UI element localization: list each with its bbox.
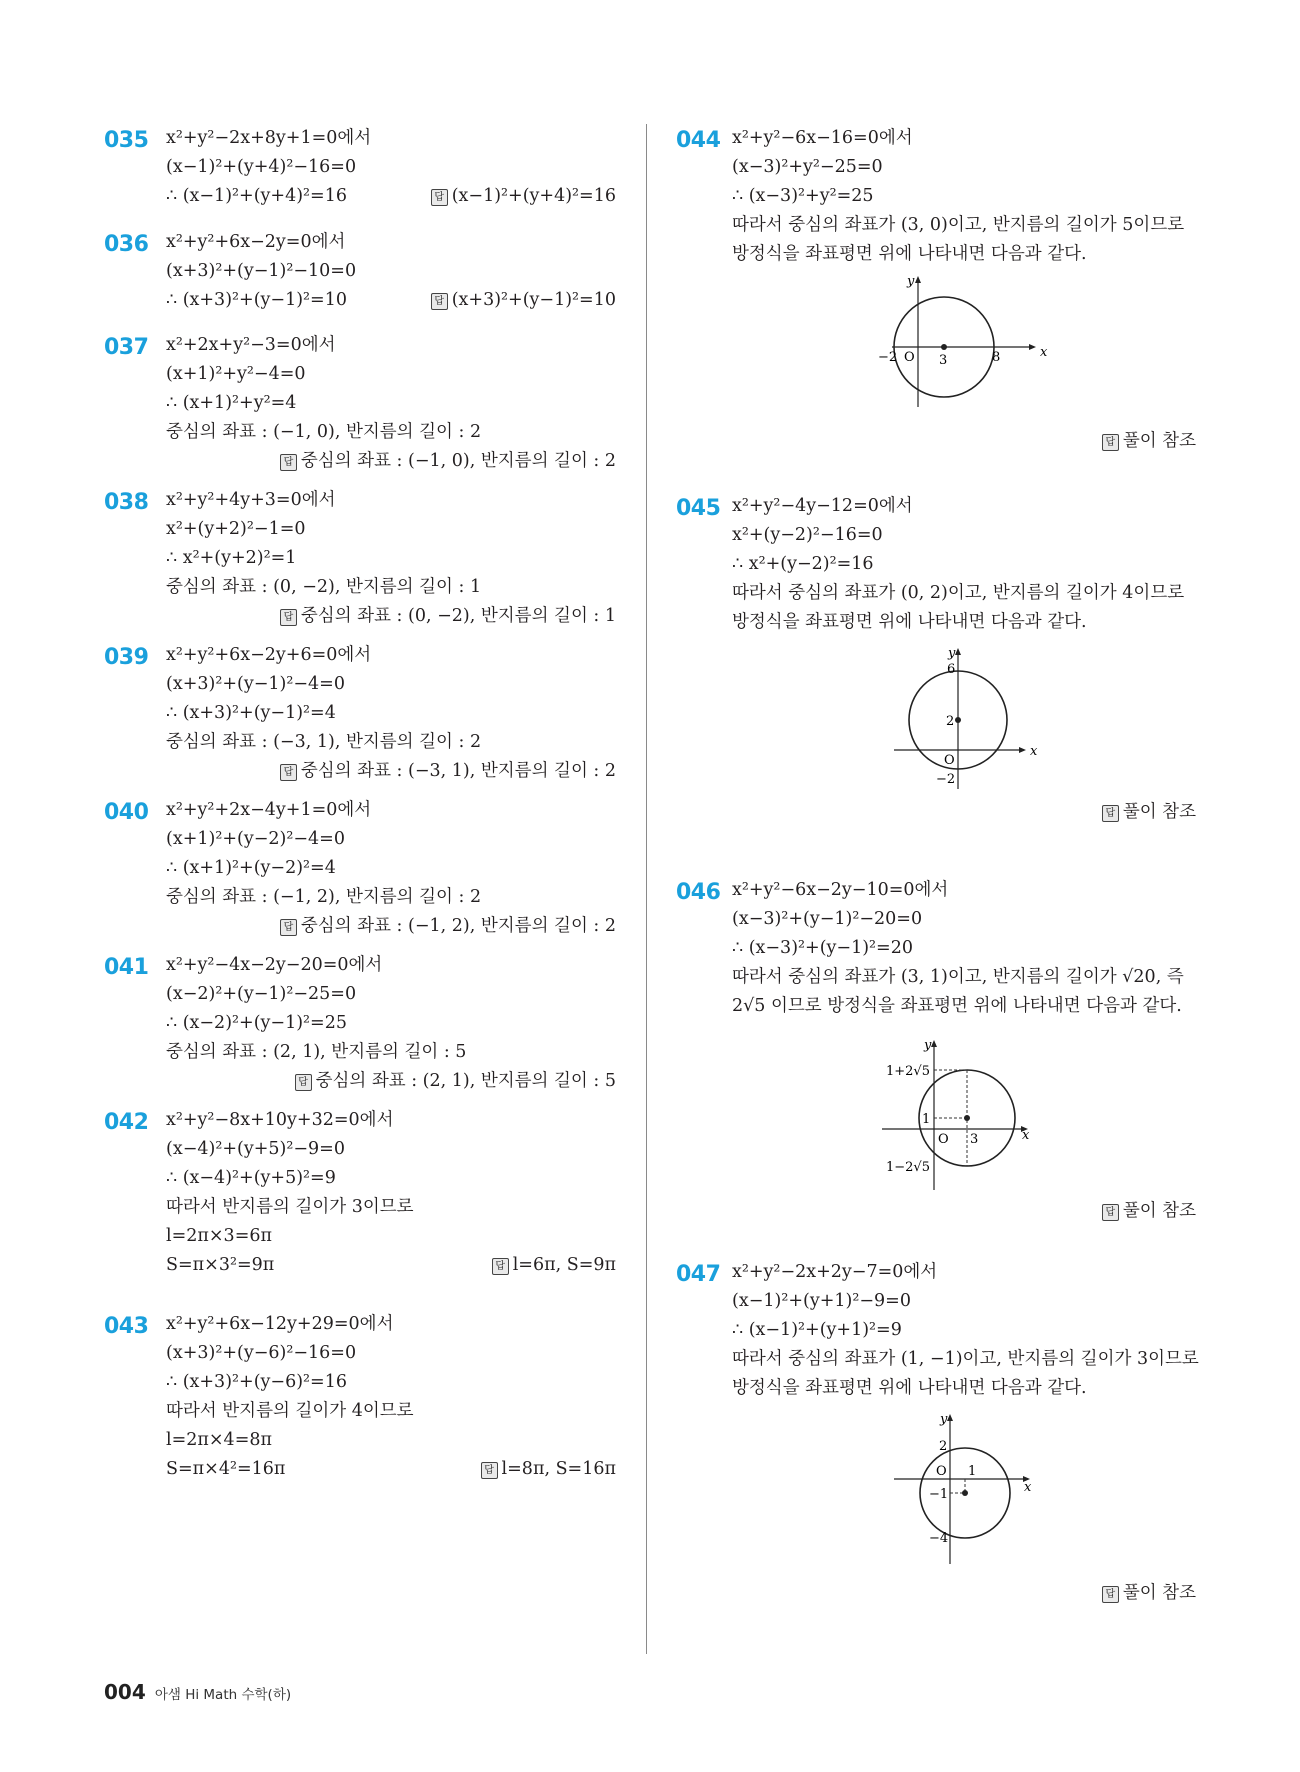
solution-line: x²+y²−8x+10y+32=0에서: [166, 1110, 394, 1130]
origin-label: O: [936, 1464, 947, 1479]
solution-line: 방정식을 좌표평면 위에 나타내면 다음과 같다.: [732, 244, 1087, 264]
solution-text: ∴ (x+3)²+(y−1)²=10: [166, 290, 347, 310]
answer-mark-icon: 답: [280, 764, 297, 781]
answer: [166, 1067, 616, 1096]
tick-label: 2: [939, 1439, 948, 1454]
answer-mark-icon: 답: [481, 1462, 498, 1479]
answer-mark-icon: 답: [280, 919, 297, 936]
solution-line: (x−2)²+(y−1)²−25=0: [166, 984, 357, 1004]
problem-number: 046: [676, 880, 721, 905]
answer-text: 중심의 좌표 : (−3, 1), 반지름의 길이 : 2: [300, 761, 616, 781]
solution-line: 중심의 좌표 : (0, −2), 반지름의 길이 : 1: [166, 577, 482, 597]
solution-text: S=π×3²=9π: [166, 1255, 275, 1275]
x-axis-label: x: [1040, 345, 1048, 360]
tick-label: 6: [947, 662, 956, 677]
problem-number: 047: [676, 1262, 721, 1287]
answer-mark-icon: 답: [1102, 1586, 1119, 1603]
solution-line: x²+y²−2x+2y−7=0에서: [732, 1262, 938, 1282]
solution-line: ∴ x²+(y+2)²=1: [166, 548, 297, 568]
problem-number: 039: [104, 645, 149, 670]
solution-line: 따라서 중심의 좌표가 (0, 2)이고, 반지름의 길이가 4이므로: [732, 583, 1185, 603]
solution-line: 따라서 중심의 좌표가 (1, −1)이고, 반지름의 길이가 3이므로: [732, 1349, 1199, 1369]
solution-line: x²+(y+2)²−1=0: [166, 519, 306, 539]
y-axis-label: y: [940, 1412, 948, 1427]
origin-label: O: [938, 1132, 949, 1147]
tick-label: 3: [939, 353, 948, 368]
y-axis-arrow-icon: [955, 648, 961, 655]
answer: [492, 1251, 616, 1280]
circle-graph-045: [864, 643, 1064, 793]
solution-line: x²+y²−6x−2y−10=0에서: [732, 880, 949, 900]
column-divider: [646, 124, 647, 1654]
answer-mark-icon: 답: [280, 609, 297, 626]
answer-text: (x+3)²+(y−1)²=10: [451, 290, 616, 310]
answer-text: 중심의 좌표 : (0, −2), 반지름의 길이 : 1: [300, 606, 616, 626]
y-axis-arrow-icon: [915, 276, 921, 283]
solution-line: l=2π×4=8π: [166, 1430, 272, 1450]
answer: [732, 1197, 1196, 1226]
solution-line: ∴ (x−3)²+y²=25: [732, 186, 874, 206]
y-axis-arrow-icon: [931, 1040, 937, 1047]
problem-number: 044: [676, 128, 721, 153]
tick-label: 1: [922, 1112, 931, 1127]
answer-mark-icon: 답: [492, 1258, 509, 1275]
circle-graph-047: [864, 1409, 1064, 1569]
answer-mark-icon: 답: [1102, 805, 1119, 822]
book-title: 아샘 Hi Math 수학(하): [154, 1687, 292, 1703]
solution-line: x²+y²+6x−2y+6=0에서: [166, 645, 372, 665]
tick-label: 2: [946, 714, 955, 729]
solution-line: 방정식을 좌표평면 위에 나타내면 다음과 같다.: [732, 1378, 1087, 1398]
answer: [481, 1455, 616, 1484]
solution-line: 중심의 좌표 : (−1, 2), 반지름의 길이 : 2: [166, 887, 482, 907]
tick-label: 8: [992, 350, 1001, 365]
answer-mark-icon: 답: [431, 189, 448, 206]
answer-mark-icon: 답: [1102, 434, 1119, 451]
solution-line: (x−3)²+y²−25=0: [732, 157, 883, 177]
solution-line: x²+y²+4y+3=0에서: [166, 490, 336, 510]
solution-line: 2√5 이므로 방정식을 좌표평면 위에 나타내면 다음과 같다.: [732, 996, 1182, 1016]
center-point: [964, 1115, 970, 1121]
x-axis-arrow-icon: [1019, 747, 1026, 753]
solution-line: 따라서 중심의 좌표가 (3, 0)이고, 반지름의 길이가 5이므로: [732, 215, 1185, 235]
origin-label: O: [904, 350, 915, 365]
answer-mark-icon: 답: [280, 454, 297, 471]
x-axis-label: x: [1022, 1128, 1030, 1143]
y-axis-label: y: [948, 646, 956, 661]
solution-line: x²+y²−6x−16=0에서: [732, 128, 913, 148]
answer-text: (x−1)²+(y+4)²=16: [451, 186, 616, 206]
solution-line: x²+y²−4x−2y−20=0에서: [166, 955, 383, 975]
problem-number: 041: [104, 955, 149, 980]
solution-line: ∴ (x+1)²+y²=4: [166, 393, 297, 413]
solution-line: (x+1)²+y²−4=0: [166, 364, 306, 384]
answer-text: 중심의 좌표 : (2, 1), 반지름의 길이 : 5: [315, 1071, 616, 1091]
origin-label: O: [944, 753, 955, 768]
answer-mark-icon: 답: [431, 293, 448, 310]
page-number: 004: [104, 1680, 146, 1704]
answer-text: 풀이 참조: [1122, 1583, 1196, 1603]
page-footer: [104, 1680, 291, 1704]
problem-number: 038: [104, 490, 149, 515]
tick-label: 1−2√5: [886, 1160, 930, 1175]
x-axis-label: x: [1024, 1480, 1032, 1495]
answer-mark-icon: 답: [295, 1074, 312, 1091]
tick-label: −1: [929, 1487, 949, 1502]
answer-text: 중심의 좌표 : (−1, 0), 반지름의 길이 : 2: [300, 451, 616, 471]
solution-line: x²+2x+y²−3=0에서: [166, 335, 336, 355]
solution-line: [166, 286, 616, 315]
answer-text: l=8π, S=16π: [501, 1459, 616, 1479]
problem-number: 040: [104, 800, 149, 825]
answer: [732, 798, 1196, 827]
solution-line: (x−4)²+(y+5)²−9=0: [166, 1139, 345, 1159]
problem-number: 043: [104, 1314, 149, 1339]
tick-label: 1: [968, 1464, 977, 1479]
center-point: [955, 717, 961, 723]
problem-number: 037: [104, 335, 149, 360]
answer-text: 풀이 참조: [1122, 1201, 1196, 1221]
solution-text: S=π×4²=16π: [166, 1459, 286, 1479]
solution-line: ∴ (x+3)²+(y−1)²=4: [166, 703, 336, 723]
solution-line: ∴ (x+3)²+(y−6)²=16: [166, 1372, 347, 1392]
tick-label: 1+2√5: [886, 1064, 930, 1079]
solution-line: [166, 1455, 616, 1484]
center-point: [941, 344, 947, 350]
problem-number: 035: [104, 128, 149, 153]
answer: [431, 286, 616, 315]
answer: [732, 427, 1196, 456]
solution-line: x²+(y−2)²−16=0: [732, 525, 883, 545]
answer: [166, 602, 616, 631]
circle-graph-044: [864, 271, 1064, 421]
solution-line: (x−3)²+(y−1)²−20=0: [732, 909, 923, 929]
tick-label: −2: [878, 350, 898, 365]
solution-line: (x+3)²+(y−1)²−4=0: [166, 674, 345, 694]
solution-line: x²+y²+6x−12y+29=0에서: [166, 1314, 394, 1334]
y-axis-arrow-icon: [947, 1414, 953, 1421]
y-axis-label: y: [907, 274, 915, 289]
center-point: [962, 1490, 968, 1496]
problem-number: 042: [104, 1110, 149, 1135]
answer-text: 중심의 좌표 : (−1, 2), 반지름의 길이 : 2: [300, 916, 616, 936]
solution-line: 중심의 좌표 : (−1, 0), 반지름의 길이 : 2: [166, 422, 482, 442]
solution-line: ∴ (x−3)²+(y−1)²=20: [732, 938, 913, 958]
solution-line: ∴ (x−1)²+(y+1)²=9: [732, 1320, 902, 1340]
solution-line: l=2π×3=6π: [166, 1226, 272, 1246]
circle-graph-046: [864, 1035, 1064, 1195]
solution-line: ∴ x²+(y−2)²=16: [732, 554, 874, 574]
answer-text: l=6π, S=9π: [512, 1255, 616, 1275]
x-axis-label: x: [1030, 744, 1038, 759]
solution-line: (x−1)²+(y+1)²−9=0: [732, 1291, 911, 1311]
answer-mark-icon: 답: [1102, 1204, 1119, 1221]
problem-number: 036: [104, 232, 149, 257]
solution-line: ∴ (x+1)²+(y−2)²=4: [166, 858, 336, 878]
answer-text: 풀이 참조: [1122, 431, 1196, 451]
solution-line: x²+y²+6x−2y=0에서: [166, 232, 346, 252]
solution-line: 중심의 좌표 : (2, 1), 반지름의 길이 : 5: [166, 1042, 467, 1062]
answer: [166, 757, 616, 786]
solution-line: 따라서 중심의 좌표가 (3, 1)이고, 반지름의 길이가 √20, 즉: [732, 967, 1184, 987]
tick-label: 3: [970, 1132, 979, 1147]
solution-line: [166, 1251, 616, 1280]
answer: [732, 1579, 1196, 1608]
tick-label: −4: [929, 1531, 949, 1546]
solution-line: ∴ (x−4)²+(y+5)²=9: [166, 1168, 336, 1188]
answer: [431, 182, 616, 211]
solution-line: 따라서 반지름의 길이가 3이므로: [166, 1197, 414, 1217]
solution-line: x²+y²−4y−12=0에서: [732, 496, 913, 516]
solution-line: (x−1)²+(y+4)²−16=0: [166, 157, 357, 177]
solution-text: ∴ (x−1)²+(y+4)²=16: [166, 186, 347, 206]
solution-line: 따라서 반지름의 길이가 4이므로: [166, 1401, 414, 1421]
y-axis-label: y: [924, 1038, 932, 1053]
solution-line: (x+1)²+(y−2)²−4=0: [166, 829, 345, 849]
answer-text: 풀이 참조: [1122, 802, 1196, 822]
answer: [166, 912, 616, 941]
solution-line: [166, 182, 616, 211]
answer: [166, 447, 616, 476]
x-axis-arrow-icon: [1029, 344, 1036, 350]
solution-line: 중심의 좌표 : (−3, 1), 반지름의 길이 : 2: [166, 732, 482, 752]
problem-number: 045: [676, 496, 721, 521]
solution-line: x²+y²+2x−4y+1=0에서: [166, 800, 372, 820]
solution-line: (x+3)²+(y−1)²−10=0: [166, 261, 357, 281]
solution-line: (x+3)²+(y−6)²−16=0: [166, 1343, 357, 1363]
solution-line: x²+y²−2x+8y+1=0에서: [166, 128, 372, 148]
solution-line: 방정식을 좌표평면 위에 나타내면 다음과 같다.: [732, 612, 1087, 632]
tick-label: −2: [936, 772, 956, 787]
solution-line: ∴ (x−2)²+(y−1)²=25: [166, 1013, 347, 1033]
